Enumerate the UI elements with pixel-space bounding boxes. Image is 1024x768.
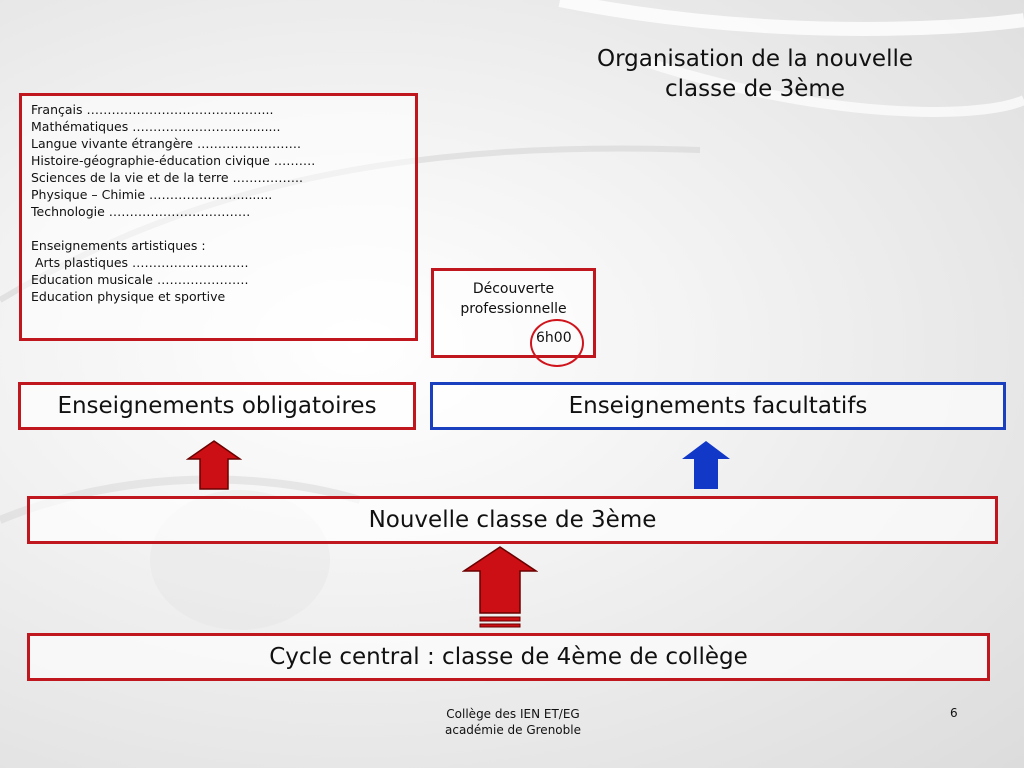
subject-item: Enseignements artistiques : <box>31 238 206 253</box>
nouvelle-classe-label: Nouvelle classe de 3ème <box>368 507 657 533</box>
subjects-box <box>19 93 418 341</box>
enseignements-facultatifs-label: Enseignements facultatifs <box>568 393 868 419</box>
subject-item: Education physique et sportive <box>31 289 226 304</box>
subject-item: Sciences de la vie et de la terre …………….. <box>31 170 303 185</box>
subject-item: Technologie ……………………………. <box>31 204 251 219</box>
footer-credit <box>400 706 626 738</box>
subjects-list <box>22 96 415 305</box>
slide-title-line-2: classe de 3ème <box>665 76 845 102</box>
cycle-central-box <box>27 633 990 681</box>
footer-line-1: Collège des IEN ET/EG <box>446 707 580 721</box>
decouverte-line-2: professionnelle <box>460 301 567 317</box>
subject-item: Histoire-géographie-éducation civique ………. <box>31 153 316 168</box>
page-number: 6 <box>950 706 958 720</box>
subject-spacer <box>31 220 415 237</box>
arrow-up-red-icon <box>186 439 242 491</box>
subject-item: Français ……………………………………... <box>31 102 274 117</box>
slide-title-line-1: Organisation de la nouvelle <box>596 46 914 72</box>
subject-item: Physique – Chimie …………………......... <box>31 187 273 202</box>
slide-title <box>560 44 950 104</box>
arrow-up-blue-icon <box>680 439 732 491</box>
subject-item: Langue vivante étrangère ……………………. <box>31 136 301 151</box>
enseignements-obligatoires-box <box>18 382 416 430</box>
nouvelle-classe-box <box>27 496 998 544</box>
arrow-up-red-large-icon <box>462 545 538 629</box>
subject-item: Arts plastiques ………………………. <box>31 255 249 270</box>
decouverte-label <box>434 279 593 319</box>
decouverte-line-1: Découverte <box>472 281 555 297</box>
enseignements-facultatifs-box <box>430 382 1006 430</box>
subject-item: Education musicale …………………. <box>31 272 249 287</box>
cycle-central-label: Cycle central : classe de 4ème de collège <box>269 644 748 670</box>
hours-highlight-circle <box>530 319 584 367</box>
subject-item: Mathématiques ………………………......... <box>31 119 281 134</box>
decouverte-hours: 6h00 <box>536 330 572 346</box>
footer-line-2: académie de Grenoble <box>445 723 581 737</box>
enseignements-obligatoires-label: Enseignements obligatoires <box>57 393 377 419</box>
